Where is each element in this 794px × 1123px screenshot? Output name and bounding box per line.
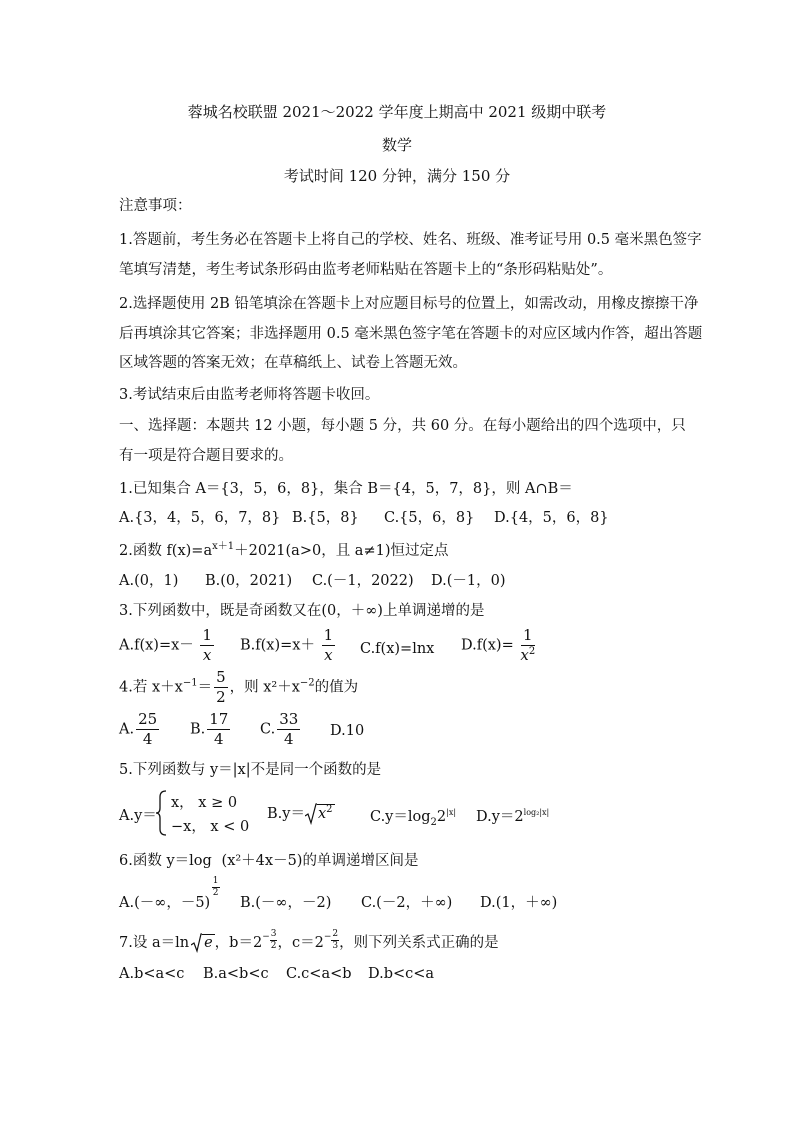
denominator-base: x: [520, 646, 529, 664]
note-2-line-1: 2.选择题使用 2B 铅笔填涂在答题卡上对应题目标号的位置上，如需改动，用橡皮擦擦干净: [119, 296, 699, 312]
fraction-numerator: 33: [279, 710, 299, 728]
q6-stem: [119, 849, 418, 898]
note-3: 3.考试结束后由监考老师将答题卡收回。: [119, 387, 380, 403]
q1-option-c: C.{5，6，8}: [384, 510, 475, 526]
q3-option-a-fraction: [200, 628, 214, 663]
radicand: [317, 804, 335, 822]
note-1-line-1: 1.答题前，考生务必在答题卡上将自己的学校、姓名、班级、准考证号用 0.5 毫米黑色签字: [119, 232, 702, 248]
q4-option-d: D.10: [330, 723, 365, 739]
left-brace-icon: [156, 790, 168, 836]
q1-option-b: B.{5，8}: [292, 510, 359, 526]
q6-option-a: A.(－∞，－5): [119, 895, 211, 911]
fraction-numerator: 5: [216, 668, 226, 686]
q4-option-c: [260, 712, 302, 747]
fraction-denominator: [520, 646, 535, 663]
q4-option-a-fraction: [136, 712, 159, 747]
fraction-denominator: 3: [332, 941, 339, 951]
q3-option-c: C.f(x)=lnx: [360, 641, 435, 657]
q5-option-d: [476, 805, 549, 826]
q4-stem: [119, 670, 358, 705]
q7-stem-a: 7.设 a＝ln: [119, 935, 190, 951]
q6-log-base-fraction: [212, 877, 220, 898]
sqrt-radical: [191, 933, 215, 953]
q2-stem-pre: 2.函数 f(x)=a: [119, 543, 213, 559]
q4-stem-mid: ＝: [197, 679, 213, 696]
radicand: e: [204, 935, 213, 951]
radicand-exponent: 2: [326, 804, 333, 816]
denominator-exponent: 2: [528, 646, 536, 657]
q3-option-d-fraction: [520, 628, 535, 663]
q1-option-d: D.{4，5，6，8}: [494, 510, 609, 526]
q7-stem: [119, 930, 499, 953]
q5-option-d-label: D.y＝2: [476, 809, 524, 825]
q4-option-a: [119, 712, 161, 747]
subject-title: 数学: [381, 136, 412, 154]
q2-option-b: B.(0，2021): [205, 573, 293, 589]
fraction-denominator: x: [324, 646, 333, 664]
note-2-line-2: 后再填涂其它答案；非选择题用 0.5 毫米黑色签字笔在答题卡的对应区域内作答，超出答题: [119, 326, 703, 342]
sqrt-radical: [305, 803, 335, 825]
exponent-fraction: [331, 930, 339, 951]
q3-option-a: [119, 628, 216, 663]
section-heading-line-1: 一、选择题：本题共 12 小题，每小题 5 分，共 60 分。在每小题给出的四个选项中，只: [119, 418, 686, 434]
q4-stem-fraction: [214, 670, 228, 705]
fraction-denominator: 4: [142, 730, 153, 748]
q4-option-c-label: C.: [260, 721, 276, 738]
q2-stem-post: ＋2021(a>0，且 a≠1)恒过定点: [234, 543, 449, 559]
q5-option-c-label: C.y＝log: [370, 809, 431, 825]
q4-option-c-fraction: [277, 712, 300, 747]
fraction-denominator: 2: [216, 688, 226, 706]
q4-stem-exp1: −1: [182, 677, 198, 689]
fraction-denominator: x: [202, 646, 212, 664]
q4-option-b: [190, 712, 232, 747]
q4-option-b-label: B.: [190, 721, 206, 738]
section-heading-line-2: 有一项是符合题目要求的。: [119, 448, 293, 464]
q1-stem: 1.已知集合 A＝{3，5，6，8}，集合 B＝{4，5，7，8}，则 A∩B＝: [119, 481, 573, 497]
q7-c-exponent: [324, 930, 339, 951]
q3-stem: 3.下列函数中，既是奇函数又在(0，＋∞)上单调递增的是: [119, 603, 485, 619]
q7-option-a: A.b<a<c: [119, 966, 185, 982]
q5-case-1: x， x ≥ 0: [171, 795, 238, 811]
q2-stem: [119, 541, 449, 561]
q6-option-d: D.(1，＋∞): [480, 895, 558, 911]
exam-title: 蓉城名校联盟 2021～2022 学年度上期高中 2021 级期中联考: [187, 103, 607, 121]
fraction-numerator: 25: [138, 710, 158, 728]
q7-option-b: B.a<b<c: [203, 966, 269, 982]
time-info: 考试时间 120 分钟，满分 150 分: [283, 167, 511, 185]
notes-heading: 注意事项：: [119, 198, 192, 214]
fraction-numerator: 1: [202, 626, 212, 644]
q4-stem-end: 的值为: [314, 679, 359, 696]
q5-case-2: −x， x < 0: [171, 819, 250, 835]
radical-sign-icon: [305, 803, 317, 825]
fraction-numerator: 2: [332, 929, 339, 939]
q5-option-b: [267, 802, 335, 825]
q5-stem: 5.下列函数与 y＝|x|不是同一个函数的是: [119, 762, 382, 778]
fraction-numerator: 1: [522, 626, 533, 644]
q7-stem-end: ，则下列关系式正确的是: [339, 935, 499, 951]
q3-option-a-label: A.f(x)=x－: [119, 637, 194, 654]
fraction-numerator: 1: [323, 626, 334, 644]
log-argument-exponent: |x|: [446, 808, 457, 818]
q7-option-d: D.b<c<a: [368, 966, 435, 982]
radical-sign-icon: [191, 933, 202, 953]
fraction-numerator: 3: [270, 929, 277, 939]
q3-option-b-label: B.f(x)=x＋: [240, 637, 315, 654]
q5-option-b-label: B.y＝: [267, 806, 305, 822]
minus-sign: −: [262, 932, 270, 942]
q3-option-d-label: D.f(x)=: [461, 637, 514, 654]
q3-option-d: [461, 628, 537, 663]
q3-option-b-fraction: [322, 628, 336, 663]
q2-option-c: C.(－1，2022): [312, 573, 414, 589]
q3-option-b: [240, 628, 337, 663]
q4-option-b-fraction: [207, 712, 230, 747]
q7-stem-c: ，c＝2: [277, 935, 324, 951]
log-argument: 2: [436, 809, 447, 825]
note-1-line-2: 笔填写清楚，考生考试条形码由监考老师粘贴在答题卡上的“条形码粘贴处”。: [119, 262, 613, 278]
fraction-denominator: 4: [283, 730, 294, 748]
note-2-line-3: 区域答题的答案无效；在草稿纸上、试卷上答题无效。: [119, 355, 467, 371]
q7-option-c: C.c<a<b: [286, 966, 352, 982]
q4-option-a-label: A.: [119, 721, 135, 738]
radicand-base: x: [317, 806, 327, 822]
q2-stem-exponent: x＋1: [212, 541, 235, 553]
log-base: 2: [430, 816, 437, 828]
q4-stem-pre: 4.若 x＋x: [119, 679, 183, 696]
minus-sign: −: [323, 932, 332, 942]
q6-stem-pre: 6.函数 y＝log: [119, 853, 212, 869]
q7-stem-b: ，b＝2: [214, 935, 263, 951]
fraction-numerator: 17: [209, 710, 229, 728]
q6-stem-post: (x²＋4x－5)的单调递增区间是: [221, 853, 419, 869]
fraction-denominator: 2: [270, 941, 277, 951]
q7-b-exponent: [262, 930, 277, 951]
q2-option-a: A.(0，1): [119, 573, 179, 589]
q1-option-a: A.{3，4，5，6，7，8}: [119, 510, 281, 526]
q6-option-c: C.(－2，＋∞): [361, 895, 453, 911]
power-exponent: log₂|x|: [523, 808, 550, 818]
q5-option-a-label: A.y＝: [119, 808, 157, 824]
q5-option-c: [370, 805, 456, 826]
fraction-numerator: 1: [212, 876, 219, 886]
q4-stem-exp2: −2: [299, 677, 315, 689]
q6-option-b: B.(－∞，－2): [240, 895, 332, 911]
q2-option-d: D.(－1，0): [431, 573, 506, 589]
q4-stem-post: ，则 x²＋x: [229, 679, 300, 696]
fraction-denominator: 4: [214, 730, 224, 748]
fraction-denominator: 2: [212, 888, 219, 898]
